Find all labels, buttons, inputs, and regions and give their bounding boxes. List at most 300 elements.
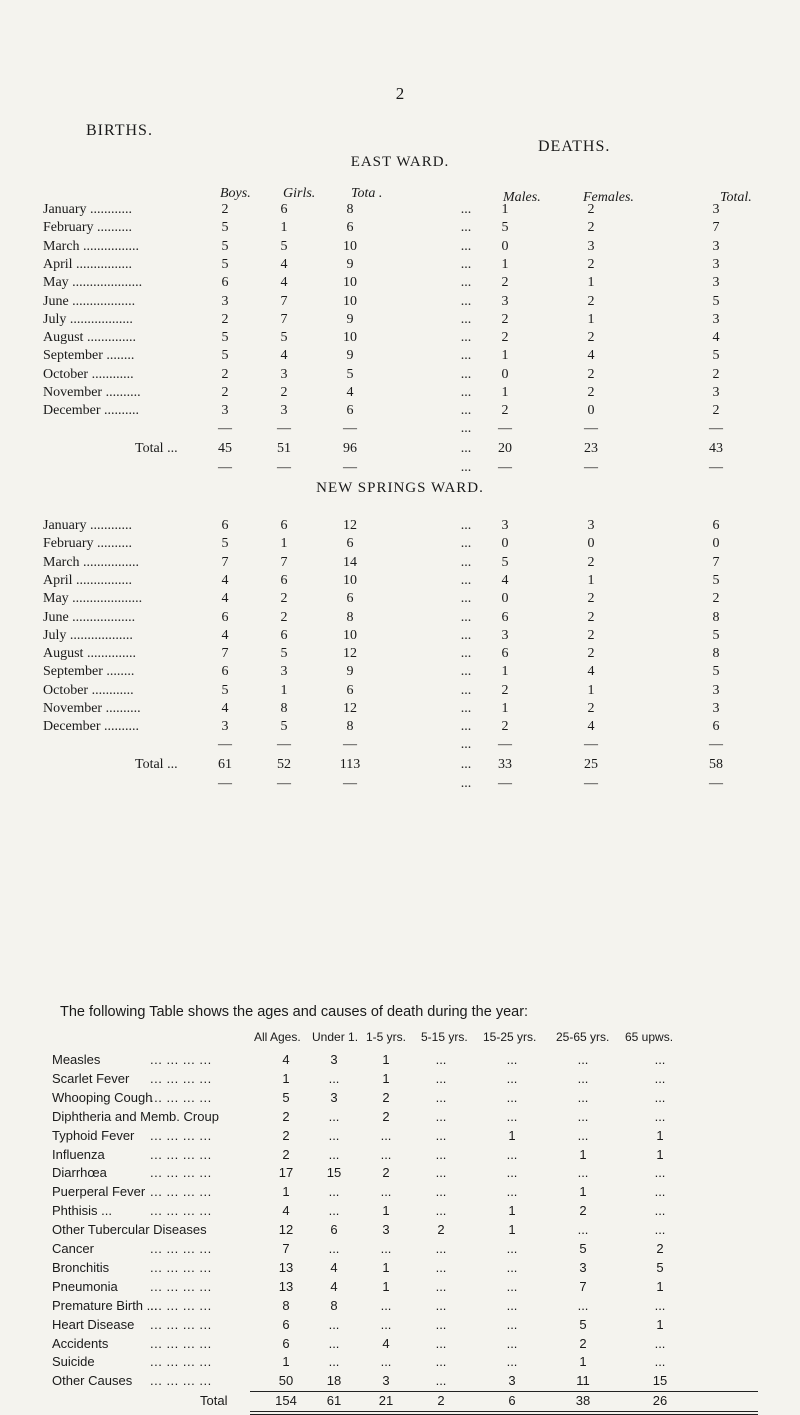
males-value: 3	[501, 627, 509, 643]
age-value: 4	[330, 1278, 338, 1294]
month-label: June ..................	[43, 293, 136, 309]
boys-value: 2	[221, 202, 229, 217]
cause-row	[0, 1184, 800, 1202]
males-value: 1	[501, 701, 509, 716]
age-value: 1	[656, 1316, 664, 1332]
leader-dots: ... ... ... ...	[150, 1089, 212, 1105]
age-value: ...	[435, 1241, 447, 1256]
age-value: ...	[435, 1297, 447, 1313]
age-value: ...	[380, 1316, 392, 1332]
month-label: September ........	[43, 348, 135, 364]
age-value: 3	[382, 1222, 390, 1238]
age-value: ...	[435, 1070, 447, 1086]
females-total: 23	[584, 440, 598, 456]
boys-value: 5	[221, 682, 229, 698]
age-value: ...	[328, 1127, 340, 1143]
age-value: ...	[654, 1297, 666, 1313]
age-column-header: Under 1.	[312, 1030, 359, 1044]
causes-total-label: Total	[200, 1393, 228, 1409]
month-label: November ..........	[43, 701, 141, 716]
cause-row	[0, 1222, 800, 1240]
girls-value: 7	[280, 293, 288, 309]
leader-dots: ... ... ... ...	[150, 1241, 212, 1256]
month-label: March ................	[43, 554, 140, 570]
girls-value: 8	[280, 701, 288, 716]
cause-name: Influenza	[52, 1146, 105, 1162]
age-value: 1	[382, 1278, 390, 1294]
boys-value: 5	[221, 238, 229, 254]
row-dots: ...	[460, 220, 472, 236]
month-label: November ..........	[43, 385, 141, 400]
cause-row	[0, 1354, 800, 1372]
age-value: ...	[435, 1108, 447, 1124]
age-value: 13	[278, 1259, 294, 1275]
males-total: 33	[498, 756, 512, 772]
age-value: 2	[656, 1241, 664, 1256]
girls-value: 6	[280, 202, 288, 217]
deaths-total-value: 3	[712, 682, 720, 698]
month-label: August ..............	[43, 330, 136, 346]
age-value: ...	[506, 1316, 518, 1332]
age-value: 15	[326, 1165, 342, 1181]
leader-dots: ... ... ... ...	[150, 1335, 212, 1351]
age-value: ...	[577, 1108, 589, 1124]
females-value: 1	[587, 682, 595, 698]
month-label: May ....................	[43, 275, 143, 291]
cause-name: Heart Disease	[52, 1316, 135, 1332]
table-row	[0, 385, 800, 403]
age-value: 1	[382, 1259, 390, 1275]
row-dots: ...	[460, 385, 472, 400]
boys-value: 5	[221, 348, 229, 364]
age-value: 3	[330, 1089, 338, 1105]
males-value: 2	[501, 330, 509, 346]
births-total-value: 12	[343, 518, 357, 533]
births-total-value: 4	[346, 385, 354, 400]
boys-value: 6	[221, 609, 229, 625]
dash: —	[709, 736, 723, 752]
girls-value: 4	[280, 256, 288, 272]
deaths-total-value: 4	[712, 330, 720, 346]
males-value: 0	[501, 366, 509, 382]
leader-dots: ... ... ... ...	[150, 1316, 212, 1332]
age-value: 1	[656, 1146, 664, 1162]
total-label: Total ...	[135, 756, 178, 772]
table-row	[0, 275, 800, 293]
age-value: ...	[577, 1127, 589, 1143]
girls-value: 5	[280, 238, 288, 254]
age-value: ...	[654, 1335, 666, 1351]
row-dots: ...	[460, 609, 472, 625]
cause-row	[0, 1260, 800, 1278]
month-label: January ............	[43, 518, 133, 533]
month-label: October ............	[43, 366, 134, 382]
month-label: December ..........	[43, 719, 140, 735]
births-total-value: 10	[343, 275, 357, 291]
males-value: 6	[501, 646, 509, 662]
dash: —	[498, 420, 512, 436]
age-value: ...	[654, 1052, 666, 1067]
births-total-value: 10	[343, 627, 357, 643]
deaths-total-value: 0	[712, 536, 720, 552]
age-value: ...	[435, 1259, 447, 1275]
cause-row	[0, 1317, 800, 1335]
females-value: 4	[587, 664, 595, 680]
births-total-value: 8	[346, 202, 354, 217]
deaths-total-value: 3	[712, 385, 720, 400]
age-value: 13	[278, 1278, 294, 1294]
cause-row	[0, 1147, 800, 1165]
causes-intro: The following Table shows the ages and causes of death during the year:	[60, 1004, 529, 1020]
age-value: ...	[506, 1165, 518, 1181]
leader-dots: ... ... ... ...	[150, 1070, 212, 1086]
month-label: September ........	[43, 664, 135, 680]
total-row	[0, 757, 800, 775]
males-value: 2	[501, 719, 509, 735]
males-value: 1	[501, 664, 509, 680]
age-total-value: 26	[652, 1393, 668, 1409]
table-row	[0, 518, 800, 536]
age-value: 1	[508, 1127, 516, 1143]
births-total-value: 5	[346, 366, 354, 382]
boys-value: 4	[221, 701, 229, 716]
age-value: 5	[282, 1089, 290, 1105]
age-value: 2	[382, 1165, 390, 1181]
cause-name: Bronchitis	[52, 1259, 110, 1275]
deaths-total-value: 3	[712, 256, 720, 272]
boys-value: 6	[221, 518, 229, 533]
deaths-total-value: 7	[712, 220, 720, 236]
age-value: ...	[380, 1127, 392, 1143]
age-value: 1	[382, 1052, 390, 1067]
dash: —	[584, 776, 598, 792]
females-value: 1	[587, 572, 595, 588]
cause-row	[0, 1109, 800, 1127]
age-value: ...	[577, 1297, 589, 1313]
cause-name: Measles	[52, 1052, 101, 1067]
row-dots: ...	[460, 756, 472, 772]
row-dots: ...	[460, 736, 472, 752]
leader-dots: ... ... ... ...	[150, 1203, 212, 1219]
age-value: ...	[328, 1316, 340, 1332]
age-value: 1	[508, 1222, 516, 1238]
leader-dots: ... ... ... ...	[150, 1184, 212, 1200]
deaths-total-value: 5	[712, 572, 720, 588]
females-value: 2	[587, 627, 595, 643]
age-value: ...	[654, 1089, 666, 1105]
age-value: ...	[654, 1354, 666, 1370]
cause-name: Phthisis ...	[52, 1203, 112, 1219]
females-value: 2	[587, 554, 595, 570]
females-value: 4	[587, 719, 595, 735]
row-dots: ...	[460, 238, 472, 254]
row-dots: ...	[460, 403, 472, 419]
row-dots: ...	[460, 275, 472, 291]
month-label: April ................	[43, 572, 133, 588]
cause-row	[0, 1165, 800, 1183]
dash: —	[343, 420, 357, 436]
table-row	[0, 683, 800, 701]
age-value: ...	[380, 1241, 392, 1256]
row-dots: ...	[460, 701, 472, 716]
females-value: 3	[587, 238, 595, 254]
boys-value: 6	[221, 664, 229, 680]
males-value: 5	[501, 554, 509, 570]
deaths-total-value: 3	[712, 275, 720, 291]
table-row	[0, 555, 800, 573]
females-value: 2	[587, 701, 595, 716]
row-dots: ...	[460, 664, 472, 680]
births-total-value: 10	[343, 572, 357, 588]
girls-value: 3	[280, 403, 288, 419]
age-value: ...	[654, 1184, 666, 1200]
month-label: July ..................	[43, 627, 133, 643]
dash: —	[218, 776, 232, 792]
girls-value: 2	[280, 385, 288, 400]
males-value: 0	[501, 536, 509, 552]
births-total-value: 9	[346, 311, 354, 327]
dash: —	[709, 420, 723, 436]
leader-dots: ... ... ... ...	[150, 1278, 212, 1294]
age-value: ...	[654, 1203, 666, 1219]
boys-value: 5	[221, 330, 229, 346]
females-value: 2	[587, 609, 595, 625]
age-total-value: 2	[437, 1393, 445, 1409]
males-value: 5	[501, 220, 509, 236]
age-value: ...	[577, 1165, 589, 1181]
boys-total: 61	[218, 756, 232, 772]
girls-value: 3	[280, 366, 288, 382]
males-value: 2	[501, 403, 509, 419]
dash: —	[343, 776, 357, 792]
deaths-total-value: 2	[712, 591, 720, 607]
age-value: ...	[506, 1354, 518, 1370]
age-value: ...	[435, 1373, 447, 1389]
age-column-header: 1-5 yrs.	[366, 1030, 407, 1044]
births-grand-total: 113	[339, 756, 361, 772]
girls-column-header: Girls.	[283, 186, 316, 201]
births-total-value: 12	[343, 646, 357, 662]
row-dots: ...	[460, 554, 472, 570]
age-value: ...	[435, 1146, 447, 1162]
age-value: ...	[380, 1297, 392, 1313]
table-row	[0, 239, 800, 257]
cause-name: Typhoid Fever	[52, 1127, 135, 1143]
females-value: 4	[587, 348, 595, 364]
age-value: 5	[579, 1241, 587, 1256]
table-row	[0, 257, 800, 275]
month-label: July ..................	[43, 311, 133, 327]
deaths-grand-total: 43	[709, 440, 723, 456]
age-value: 6	[282, 1316, 290, 1332]
cause-name: Diphtheria and Memb. Croup	[52, 1108, 219, 1124]
males-value: 1	[501, 348, 509, 364]
age-value: ...	[577, 1222, 589, 1238]
age-value: 2	[282, 1127, 290, 1143]
females-value: 2	[587, 646, 595, 662]
girls-value: 6	[280, 627, 288, 643]
cause-name: Other Causes	[52, 1373, 133, 1389]
table-row	[0, 610, 800, 628]
females-value: 2	[587, 385, 595, 400]
table-row	[0, 664, 800, 682]
dash: —	[584, 736, 598, 752]
age-value: ...	[506, 1297, 518, 1313]
age-value: 2	[382, 1108, 390, 1124]
age-value: ...	[577, 1052, 589, 1067]
females-value: 2	[587, 330, 595, 346]
births-total-value: 9	[346, 256, 354, 272]
cause-row	[0, 1128, 800, 1146]
age-value: ...	[506, 1070, 518, 1086]
girls-value: 2	[280, 591, 288, 607]
deaths-total-value: 7	[712, 554, 720, 570]
age-total-value: 154	[275, 1393, 297, 1409]
leader-dots: ... ... ... ...	[150, 1146, 212, 1162]
boys-column-header: Boys.	[220, 186, 251, 201]
deaths-header: DEATHS.	[538, 138, 611, 155]
females-value: 0	[587, 536, 595, 552]
ward-title: EAST WARD.	[350, 154, 450, 170]
month-label: February ..........	[43, 220, 133, 236]
boys-value: 2	[221, 311, 229, 327]
leader-dots: ... ... ... ...	[150, 1165, 212, 1181]
month-label: January ............	[43, 202, 133, 217]
age-value: 18	[326, 1373, 342, 1389]
females-value: 1	[587, 311, 595, 327]
age-value: ...	[328, 1354, 340, 1370]
leader-dots: ... ... ... ...	[150, 1259, 212, 1275]
females-value: 2	[587, 293, 595, 309]
males-value: 2	[501, 311, 509, 327]
boys-value: 2	[221, 366, 229, 382]
girls-value: 1	[280, 682, 288, 698]
row-dots: ...	[460, 572, 472, 588]
births-total-value: 6	[346, 591, 354, 607]
row-dots: ...	[460, 776, 472, 792]
girls-value: 5	[280, 646, 288, 662]
boys-value: 4	[221, 627, 229, 643]
age-total-value: 61	[326, 1393, 342, 1409]
births-total-value: 6	[346, 682, 354, 698]
age-value: 1	[579, 1354, 587, 1370]
month-label: August ..............	[43, 646, 136, 662]
boys-value: 7	[221, 554, 229, 570]
table-row	[0, 403, 800, 421]
girls-value: 4	[280, 275, 288, 291]
age-value: 12	[278, 1222, 294, 1238]
age-value: ...	[328, 1241, 340, 1256]
row-dots: ...	[460, 202, 472, 217]
dash: —	[709, 460, 723, 476]
births-total-value: 8	[346, 719, 354, 735]
age-value: ...	[435, 1316, 447, 1332]
age-column-header: 65 upws.	[625, 1030, 674, 1044]
causes-total-row	[0, 1393, 800, 1411]
month-label: March ................	[43, 238, 140, 254]
boys-value: 5	[221, 536, 229, 552]
dash: —	[218, 460, 232, 476]
boys-value: 4	[221, 572, 229, 588]
cause-name: Puerperal Fever	[52, 1184, 146, 1200]
dash: —	[277, 776, 291, 792]
girls-value: 4	[280, 348, 288, 364]
births-grand-total: 96	[343, 440, 357, 456]
age-value: 3	[508, 1373, 516, 1389]
age-value: ...	[435, 1278, 447, 1294]
table-row	[0, 573, 800, 591]
deaths-total-value: 5	[712, 627, 720, 643]
males-value: 4	[501, 572, 509, 588]
table-row	[0, 646, 800, 664]
deaths-total-value: 2	[712, 366, 720, 382]
row-dots: ...	[460, 460, 472, 476]
age-value: ...	[506, 1089, 518, 1105]
age-value: 8	[330, 1297, 338, 1313]
age-value: ...	[506, 1335, 518, 1351]
age-column-header: 15-25 yrs.	[483, 1030, 537, 1044]
age-value: 2	[579, 1335, 587, 1351]
age-value: ...	[328, 1203, 340, 1219]
deaths-total-value: 8	[712, 609, 720, 625]
births-total-value: 10	[343, 330, 357, 346]
table-row	[0, 591, 800, 609]
deaths-total-value: 3	[712, 311, 720, 327]
dash-rule-row	[0, 421, 800, 439]
cause-name: Diarrhœa	[52, 1165, 107, 1181]
row-dots: ...	[460, 719, 472, 735]
dash: —	[709, 776, 723, 792]
males-value: 1	[501, 385, 509, 400]
month-label: April ................	[43, 256, 133, 272]
row-dots: ...	[460, 366, 472, 382]
month-label: June ..................	[43, 609, 136, 625]
age-value: 7	[282, 1241, 290, 1256]
girls-value: 7	[280, 554, 288, 570]
age-value: 50	[278, 1373, 294, 1389]
table-row	[0, 294, 800, 312]
age-value: 5	[579, 1316, 587, 1332]
cause-name: Other Tubercular Diseases	[52, 1222, 207, 1238]
age-value: 15	[652, 1373, 668, 1389]
boys-value: 5	[221, 256, 229, 272]
females-value: 2	[587, 366, 595, 382]
age-value: ...	[435, 1089, 447, 1105]
deaths-total-column-header: Total.	[720, 190, 752, 205]
table-row	[0, 536, 800, 554]
dash: —	[343, 736, 357, 752]
age-value: 8	[282, 1297, 290, 1313]
age-value: ...	[506, 1241, 518, 1256]
boys-value: 2	[221, 385, 229, 400]
age-value: 3	[330, 1052, 338, 1067]
table-row	[0, 701, 800, 719]
age-value: 1	[282, 1354, 290, 1370]
females-value: 2	[587, 591, 595, 607]
row-dots: ...	[460, 440, 472, 456]
births-total-value: 12	[343, 701, 357, 716]
males-value: 2	[501, 275, 509, 291]
age-value: ...	[328, 1184, 340, 1200]
age-value: 2	[282, 1146, 290, 1162]
boys-value: 3	[221, 293, 229, 309]
table-row	[0, 348, 800, 366]
boys-value: 3	[221, 403, 229, 419]
age-value: 5	[656, 1259, 664, 1275]
age-value: 4	[282, 1203, 290, 1219]
deaths-total-value: 5	[712, 664, 720, 680]
deaths-total-value: 2	[712, 403, 720, 419]
